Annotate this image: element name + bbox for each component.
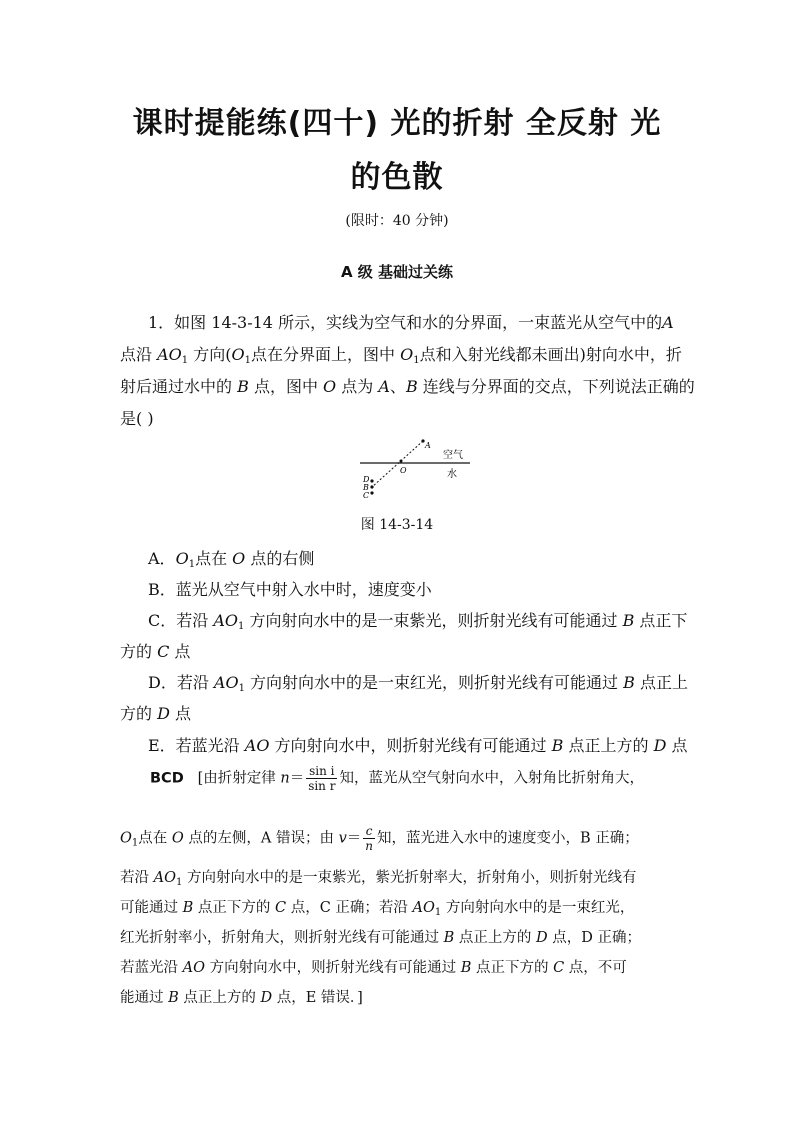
question-line-2: 点沿 $AO_1$ 方向($O_1$点在分界面上，图中 $O_1$点和入射光线都未画出)射向水中，折	[120, 345, 682, 366]
answer-line-1: BCD [由折射定律 n＝ $\frac{\text{sin i}}{\text{sin r}}$ 知，蓝光从空气射向水中，入射角比折射角大，	[150, 764, 644, 793]
point-c-dot	[370, 491, 373, 494]
figure-caption: 图 14-3-14	[360, 517, 434, 533]
option-b: B．蓝光从空气中射入水中时，速度变小	[148, 580, 432, 599]
answer-line-6: 若蓝光沿 AO 方向射向水中，则折射光线有可能通过 B 点正下方的 C 点，不可	[120, 960, 627, 976]
label-d: D	[363, 475, 370, 484]
option-e: E．若蓝光沿 AO 方向射向水中，则折射光线有可能通过 B 点正上方的 D 点	[148, 736, 688, 755]
answer-line-3: 若沿 $AO_1$ 方向射向水中的是一束紫光，紫光折射率大，折射角小，则折射光线有	[120, 870, 637, 888]
label-a: A	[425, 441, 431, 450]
point-b-dot	[370, 485, 373, 488]
option-a: A．$O_1$点在 O 点的右侧	[148, 549, 315, 570]
option-c-line-1: C．若沿 $AO_1$ 方向射向水中的是一束紫光，则折射光线有可能通过 B 点正下	[148, 611, 688, 632]
answer-line-7: 能通过 B 点正上方的 D 点，E 错误．]	[120, 990, 363, 1006]
answer-line-4: 可能通过 B 点正下方的 C 点，C 正确；若沿 $AO_1$ 方向射向水中的是一束红光，	[120, 900, 635, 918]
answer-key: BCD	[150, 770, 184, 787]
point-o-dot	[400, 460, 403, 463]
page-title-line2: 的色散	[350, 160, 444, 195]
answer-line-5: 红光折射率小，折射角大，则折射光线有可能通过 B 点正上方的 D 点，D 正确；	[120, 930, 641, 946]
label-water: 水	[447, 469, 457, 480]
refraction-figure	[355, 435, 475, 505]
label-c: C	[363, 491, 370, 500]
speed-fraction: $\frac{c}{n}$	[365, 824, 374, 853]
question-line-1: 1．如图 14-3-14 所示，实线为空气和水的分界面，一束蓝光从空气中的A	[148, 313, 674, 332]
answer-line-2: $O_1$点在 O 点的左侧，A 错误；由 v＝ $\frac{c}{n}$ 知，蓝光进入水中的速度变小，B 正确；	[120, 824, 639, 853]
question-line-4: 是( )	[120, 409, 154, 428]
label-b: B	[363, 483, 369, 492]
label-o: O	[400, 466, 407, 475]
option-d-line-1: D．若沿 $AO_1$ 方向射向水中的是一束红光，则折射光线有可能通过 B 点正上	[148, 673, 689, 694]
section-heading: A 级 基础过关练	[340, 263, 454, 281]
option-d-line-2: 方的 D 点	[120, 704, 192, 723]
label-air: 空气	[443, 450, 463, 461]
ab-dashed-line	[372, 441, 423, 487]
point-d-dot	[370, 479, 373, 482]
question-line-3: 射后通过水中的 B 点，图中 O 点为 A、B 连线与分界面的交点，下列说法正确的	[120, 377, 695, 396]
time-limit: (限时：40 分钟)	[345, 213, 449, 229]
page-title-line1: 课时提能练(四十) 光的折射 全反射 光	[132, 106, 662, 141]
snell-fraction: $\frac{\text{sin i}}{\text{sin r}}$	[308, 764, 336, 793]
option-c-line-2: 方的 C 点	[120, 642, 191, 661]
